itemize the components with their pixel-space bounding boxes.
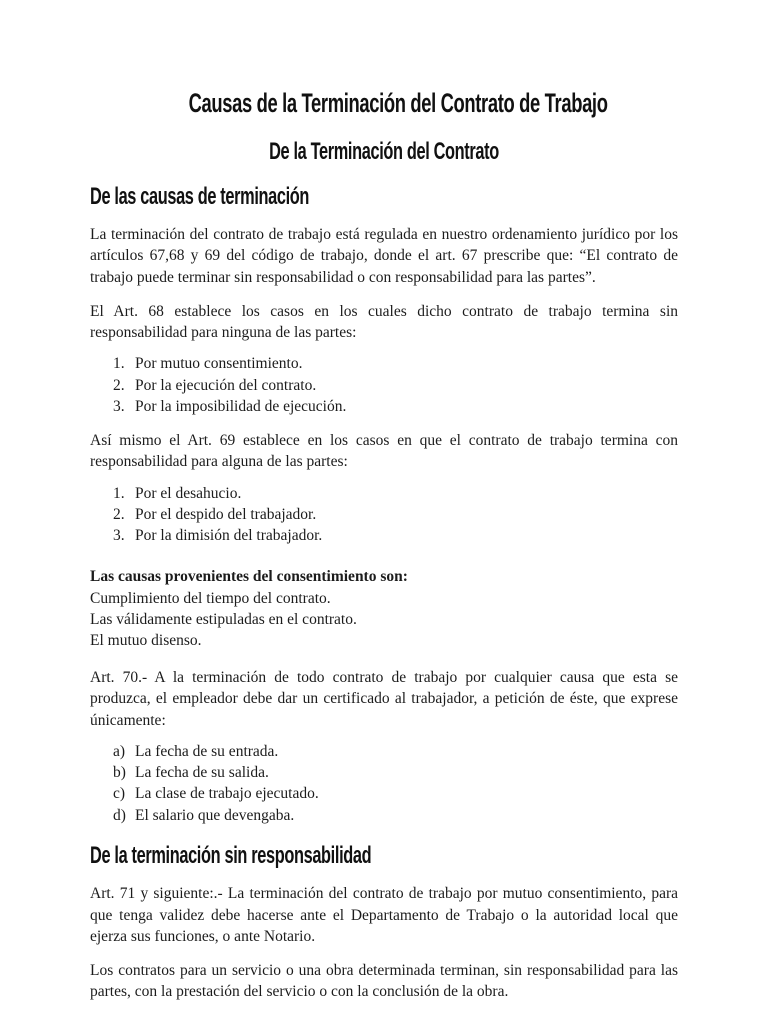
list-marker: 2. [113,376,125,394]
list-art68 [113,353,678,417]
list-marker: 1. [113,355,125,373]
list-item [113,396,678,417]
list-marker: d) [113,806,126,824]
paragraph-regulada: La terminación del contrato de trabajo está regulada en nuestro ordenamiento jurídico por los artículos 67,68 y 69 del código de trabajo, donde el art. 67 prescribe que: “El contrato de trabajo puede terminar sin responsabilidad o con responsabilidad para las partes”. [90,226,678,286]
consent-line: El mutuo disenso. [90,631,202,649]
list-marker: 2. [113,505,125,523]
consent-line: Cumplimiento del tiempo del contrato. [90,589,331,607]
document-subtitle [90,138,678,166]
list-marker: 3. [113,397,125,415]
list-item [113,353,678,374]
list-art70 [113,741,678,826]
section-heading-causas-text: De las causas de terminación [90,182,310,210]
paragraph-art70: Art. 70.- A la terminación de todo contrato de trabajo por cualquier causa que esta se produzca, el empleador debe dar un certificado al trabajador, a petición de éste, que exprese únicamente: [90,669,678,729]
list-marker: b) [113,764,126,782]
document-body-2 [90,883,678,1002]
section-heading-causas [90,183,678,211]
consent-lines [90,588,678,652]
list-item [113,762,678,783]
paragraph-obra: Los contratos para un servicio o una obra determinada terminan, sin responsabilidad para las partes, con la prestación del servicio o con la conclusión de la obra. [90,962,678,1001]
consent-line: Las válidamente estipuladas en el contrato. [90,610,357,628]
list-item-text: Por mutuo consentimiento. [135,355,303,373]
list-item [113,483,678,504]
document-body [90,224,678,826]
list-item [113,783,678,804]
document-title [90,88,678,119]
list-marker: a) [113,742,126,760]
document-subtitle-text: De la Terminación del Contrato [269,138,499,166]
heading-consentimiento: Las causas provenientes del consentimiento son: [90,568,408,586]
list-item [113,525,678,546]
list-marker: 1. [113,484,125,502]
paragraph-art71: Art. 71 y siguiente:.- La terminación del contrato de trabajo por mutuo consentimiento, para que tenga validez debe hacerse ante el Departamento de Trabajo o la autoridad local que ejerza sus funciones, o ante Notario. [90,885,678,945]
list-item [113,504,678,525]
paragraph-art68: El Art. 68 establece los casos en los cuales dicho contrato de trabajo termina sin responsabilidad para ninguna de las partes: [90,302,678,342]
list-item-text: La fecha de su salida. [135,764,269,782]
list-item-text: Por la imposibilidad de ejecución. [135,397,347,415]
list-item [113,375,678,396]
paragraph-art69: Así mismo el Art. 69 establece en los casos en que el contrato de trabajo termina con responsabilidad para alguna de las partes: [90,432,678,471]
list-item-text: La clase de trabajo ejecutado. [135,785,319,803]
list-item-text: El salario que devengaba. [135,806,295,824]
list-marker: c) [113,785,126,803]
section-heading-sin-responsabilidad [90,842,678,870]
section-heading-sin-responsabilidad-text: De la terminación sin responsabilidad [90,841,372,869]
list-item [113,741,678,762]
list-item-text: La fecha de su entrada. [135,742,279,760]
list-item-text: Por la ejecución del contrato. [135,376,317,394]
list-item-text: Por la dimisión del trabajador. [135,527,323,545]
list-item-text: Por el despido del trabajador. [135,505,317,523]
list-item-text: Por el desahucio. [135,484,242,502]
list-marker: 3. [113,527,125,545]
list-art69 [113,483,678,547]
document-title-text: Causas de la Terminación del Contrato de Trabajo [188,88,608,118]
list-item [113,805,678,826]
